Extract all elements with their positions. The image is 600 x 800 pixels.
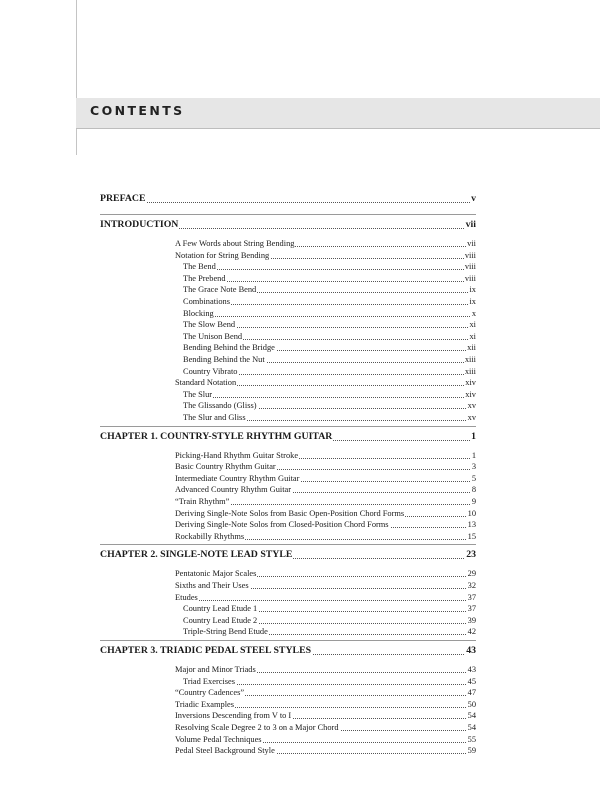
toc-entry[interactable] [183,615,476,627]
toc-entry-title: CHAPTER 1. COUNTRY-STYLE RHYTHM GUITAR [100,430,333,442]
toc-entry[interactable] [175,710,476,722]
toc-entry-page: v [471,193,476,204]
toc-entry[interactable] [175,377,476,389]
toc-entry-title: Bending Behind the Bridge [183,343,275,353]
toc-entry-page: 47 [467,688,476,698]
toc-entry-page: xv [467,413,476,422]
toc-entry[interactable] [183,319,476,331]
section-divider [100,214,476,215]
toc-entry-page: 54 [467,723,476,732]
toc-entry-title: The Bend [183,262,216,272]
toc-entry-title: Country Lead Etude 2 [183,615,258,625]
toc-entry-page: 45 [467,676,476,686]
toc-chapter[interactable] [100,218,476,232]
toc-entry-title: Pedal Steel Background Style [175,746,275,756]
toc-entry-page: xiii [464,366,476,376]
toc-entry-page: 55 [467,734,476,744]
toc-entry[interactable] [175,496,476,508]
toc-entry-page: 9 [471,497,476,506]
toc-entry-title: The Slur and Gliss [183,413,246,422]
toc-entry-page: 10 [467,508,476,518]
toc-entry[interactable] [183,354,476,366]
toc-entry-page: xii [467,343,476,353]
toc-entry-title: Triad Exercises [183,676,236,686]
toc-entry[interactable] [175,745,476,757]
toc-entry-title: Deriving Single-Note Solos from Basic Open-Position Chord Forms [175,508,405,518]
toc-entry[interactable] [183,412,476,424]
toc-entry-page: 39 [467,615,476,625]
toc-entry[interactable] [175,699,476,711]
toc-entry[interactable] [183,273,476,285]
toc-entry-page: xi [469,320,476,330]
toc-entry-title: Triadic Examples [175,699,235,709]
toc-entry[interactable] [183,296,476,308]
toc-entry-title: Standard Notation [175,378,237,388]
toc-entry[interactable] [175,238,476,250]
toc-entry-page: ix [469,297,476,306]
toc-entry[interactable] [175,461,476,473]
toc-entry-page: 59 [467,746,476,756]
toc-entry[interactable] [175,250,476,262]
toc-entry-title: Sixths and Their Uses [175,581,249,590]
page-title: CONTENTS [90,103,185,118]
toc-entry[interactable] [183,389,476,401]
toc-entry[interactable] [183,342,476,354]
toc-entry-title: PREFACE [100,193,146,204]
toc-entry[interactable] [183,676,476,688]
toc-entry-title: “Train Rhythm” [175,497,230,506]
toc-entry-title: Notation for String Bending [175,250,270,260]
toc-entry-page: x [471,308,476,318]
toc-entry-page: 23 [466,549,476,561]
toc-entry-page: viii [464,262,476,272]
toc-entry-page: vii [465,219,476,230]
toc-entry[interactable] [183,400,476,412]
toc-chapter[interactable] [100,192,476,206]
toc-entry-title: The Slur [183,389,213,399]
toc-entry-page: 3 [471,462,476,472]
toc-entry-title: Rockabilly Rhythms [175,531,245,541]
toc-entry-page: ix [469,285,476,295]
toc-entry-title: Triple-String Bend Etude [183,627,268,637]
toc-entry-page: 29 [467,569,476,579]
toc-chapter[interactable] [100,430,476,444]
toc-entry[interactable] [175,519,476,531]
toc-entry[interactable] [175,450,476,462]
toc-chapter[interactable] [100,644,476,658]
toc-entry-title: “Country Cadences” [175,688,245,698]
toc-entry-page: 8 [471,485,476,495]
toc-entry-page: 15 [467,531,476,541]
toc-entry[interactable] [183,331,476,343]
toc-entry-page: 5 [471,473,476,483]
toc-entry-title: Intermediate Country Rhythm Guitar [175,473,300,483]
toc-entry[interactable] [175,687,476,699]
toc-entry[interactable] [175,580,476,592]
toc-entry-title: Bending Behind the Nut [183,355,265,364]
toc-entry-title: The Grace Note Bend [183,285,257,295]
section-divider [100,640,476,641]
toc-entry-title: Advanced Country Rhythm Guitar [175,485,292,495]
toc-entry-page: 43 [467,665,476,674]
toc-entry-title: The Prebend [183,273,226,283]
toc-entry-title: Country Vibrato [183,366,238,376]
toc-entry[interactable] [175,664,476,676]
toc-entry-page: xiii [464,355,476,364]
toc-entry-title: The Unison Bend [183,331,243,341]
toc-entry[interactable] [183,261,476,273]
toc-entry[interactable] [175,508,476,520]
toc-chapter[interactable] [100,548,476,562]
toc-entry[interactable] [175,734,476,746]
toc-entry-page: 32 [467,581,476,590]
toc-entry-title: The Glissando (Gliss) [183,401,257,411]
toc-entry[interactable] [175,531,476,543]
toc-entry[interactable] [175,592,476,604]
section-divider [100,544,476,545]
toc-entry-page: 43 [466,645,476,656]
toc-entry-title: Blocking [183,308,214,318]
toc-entry-title: The Slow Bend [183,320,236,330]
toc-entry[interactable] [175,722,476,734]
toc-entry-title: Resolving Scale Degree 2 to 3 on a Major Chord [175,723,339,732]
toc-entry-page: xiv [465,378,476,388]
toc-entry[interactable] [183,603,476,615]
toc-entry-page: 50 [467,699,476,709]
toc-entry-title: INTRODUCTION [100,219,179,230]
toc-entry-title: Major and Minor Triads [175,665,256,674]
toc-entry-page: viii [464,250,476,260]
toc-entry-page: 1 [471,450,476,460]
toc-entry-title: Combinations [183,297,230,306]
toc-entry[interactable] [175,473,476,485]
toc-entry-title: Pentatonic Major Scales [175,569,257,579]
toc-entry-title: Inversions Descending from V to I [175,711,292,721]
toc-entry-title: Country Lead Etude 1 [183,604,258,614]
toc-entry-title: CHAPTER 2. SINGLE-NOTE LEAD STYLE [100,549,293,561]
toc-entry[interactable] [175,568,476,580]
toc-entry[interactable] [183,366,476,378]
toc-entry[interactable] [183,308,476,320]
toc-entry-page: 42 [467,627,476,637]
toc-entry-page: vii [467,239,476,248]
toc-entry[interactable] [183,626,476,638]
toc-entry-page: xiv [465,389,476,399]
toc-entry[interactable] [175,484,476,496]
toc-entry[interactable] [183,284,476,296]
toc-entry-page: 1 [471,430,476,442]
toc-entry-page: 37 [467,592,476,602]
toc-entry-page: 37 [467,604,476,614]
toc-entry-page: viii [464,273,476,283]
toc-entry-title: Picking-Hand Rhythm Guitar Stroke [175,450,299,460]
toc-entry-title: CHAPTER 3. TRIADIC PEDAL STEEL STYLES [100,645,312,656]
toc-entry-title: Basic Country Rhythm Guitar [175,462,276,472]
toc-entry-title: A Few Words about String Bending [175,239,295,248]
section-divider [100,426,476,427]
toc-entry-title: Deriving Single-Note Solos from Closed-Position Chord Forms [175,520,389,530]
toc-entry-page: 54 [467,711,476,721]
toc-entry-title: Volume Pedal Techniques [175,734,262,744]
toc-entry-title: Etudes [175,592,198,602]
toc-entry-page: xi [469,331,476,341]
toc-entry-page: xv [467,401,476,411]
toc-entry-page: 13 [467,520,476,530]
